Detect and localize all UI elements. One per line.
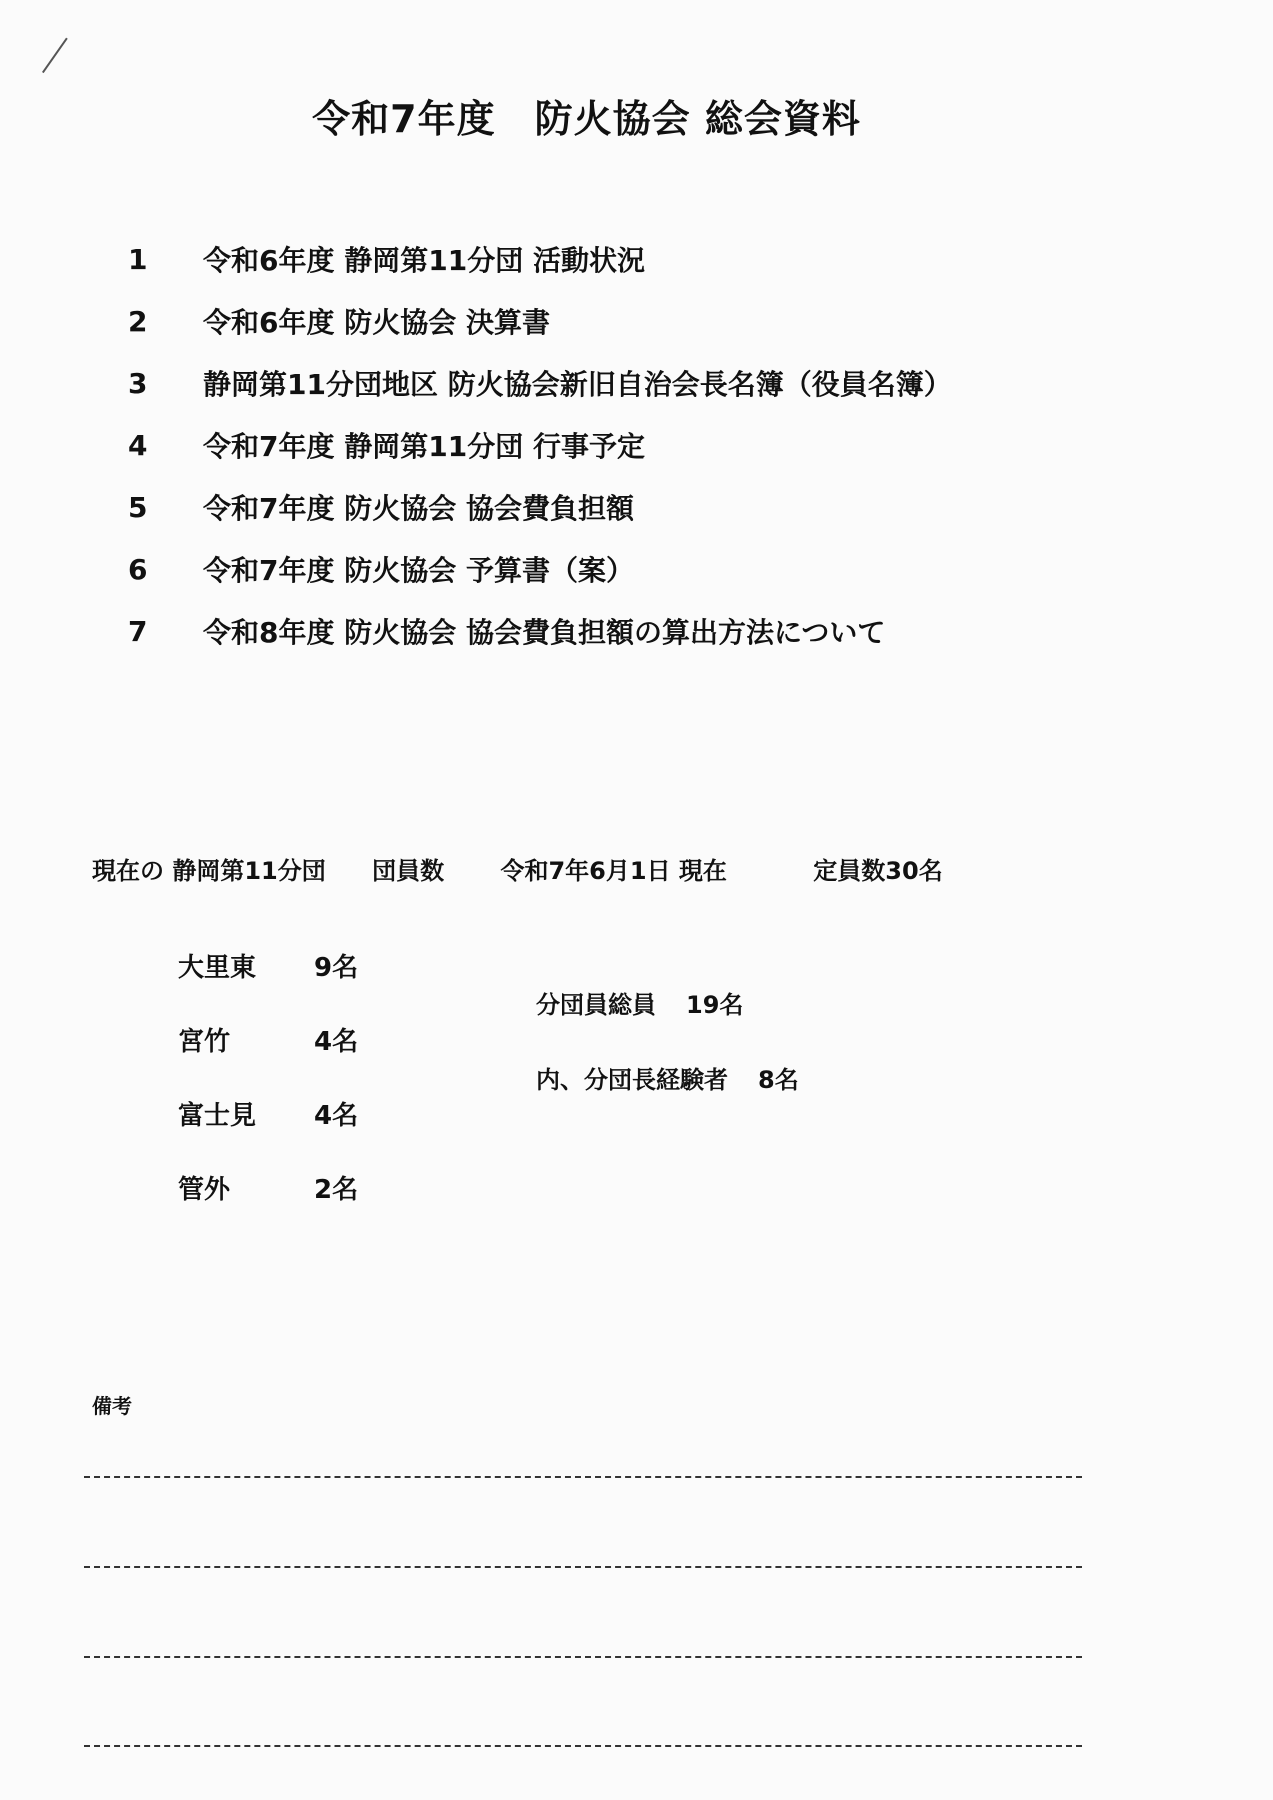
agenda-item	[128, 414, 1128, 476]
experienced-row	[536, 1040, 956, 1115]
district-count: 4名	[314, 1100, 359, 1131]
agenda-number: 5	[128, 490, 148, 524]
agenda-text: 令和8年度 防火協会 協会費負担額の算出方法について	[203, 616, 886, 649]
agenda-number: 1	[128, 242, 148, 276]
agenda-item	[128, 600, 1128, 662]
as-of-date: 令和7年6月1日 現在	[500, 857, 727, 885]
district-row	[178, 1002, 438, 1076]
district-row	[178, 928, 438, 1002]
district-count: 9名	[314, 952, 359, 983]
district-count: 2名	[314, 1174, 359, 1205]
pen-mark	[42, 38, 68, 74]
district-list	[178, 928, 438, 1224]
member-count-label: 団員数	[372, 857, 445, 885]
agenda-text: 静岡第11分団地区 防火協会新旧自治会長名簿（役員名簿）	[203, 368, 952, 401]
district-name: 大里東	[178, 952, 257, 983]
member-count-header	[92, 851, 1192, 886]
agenda-item	[128, 476, 1128, 538]
district-row	[178, 1076, 438, 1150]
document-title: 令和7年度 防火協会 総会資料	[312, 97, 861, 141]
agenda-list	[128, 228, 1128, 662]
district-row	[178, 1150, 438, 1224]
member-summary	[536, 965, 956, 1115]
agenda-text: 令和7年度 防火協会 予算書（案）	[203, 554, 634, 587]
agenda-number: 3	[128, 366, 148, 400]
agenda-text: 令和6年度 静岡第11分団 活動状況	[203, 244, 645, 277]
remarks-line	[84, 1656, 1082, 1658]
remarks-line	[84, 1566, 1082, 1568]
district-count: 4名	[314, 1026, 359, 1057]
agenda-number: 6	[128, 552, 148, 586]
agenda-text: 令和6年度 防火協会 決算書	[203, 306, 550, 339]
agenda-item	[128, 538, 1128, 600]
remarks-label: 備考	[92, 1394, 132, 1418]
current-brigade-label: 現在の 静岡第11分団	[92, 857, 326, 885]
agenda-item	[128, 290, 1128, 352]
experienced-value: 8名	[758, 1066, 799, 1094]
district-name: 富士見	[178, 1100, 257, 1131]
agenda-item	[128, 352, 1128, 414]
district-name: 宮竹	[178, 1026, 231, 1057]
remarks-line	[84, 1745, 1082, 1747]
total-members-value: 19名	[686, 991, 744, 1019]
agenda-number: 2	[128, 304, 148, 338]
capacity: 定員数30名	[813, 857, 943, 885]
experienced-label: 内、分団長経験者	[536, 1066, 728, 1094]
agenda-number: 4	[128, 428, 148, 462]
agenda-item	[128, 228, 1128, 290]
district-name: 管外	[178, 1174, 231, 1205]
total-members-row	[536, 965, 956, 1040]
agenda-number: 7	[128, 614, 148, 648]
remarks-line	[84, 1476, 1082, 1478]
total-members-label: 分団員総員	[536, 991, 656, 1019]
agenda-text: 令和7年度 防火協会 協会費負担額	[203, 492, 634, 525]
agenda-text: 令和7年度 静岡第11分団 行事予定	[203, 430, 645, 463]
